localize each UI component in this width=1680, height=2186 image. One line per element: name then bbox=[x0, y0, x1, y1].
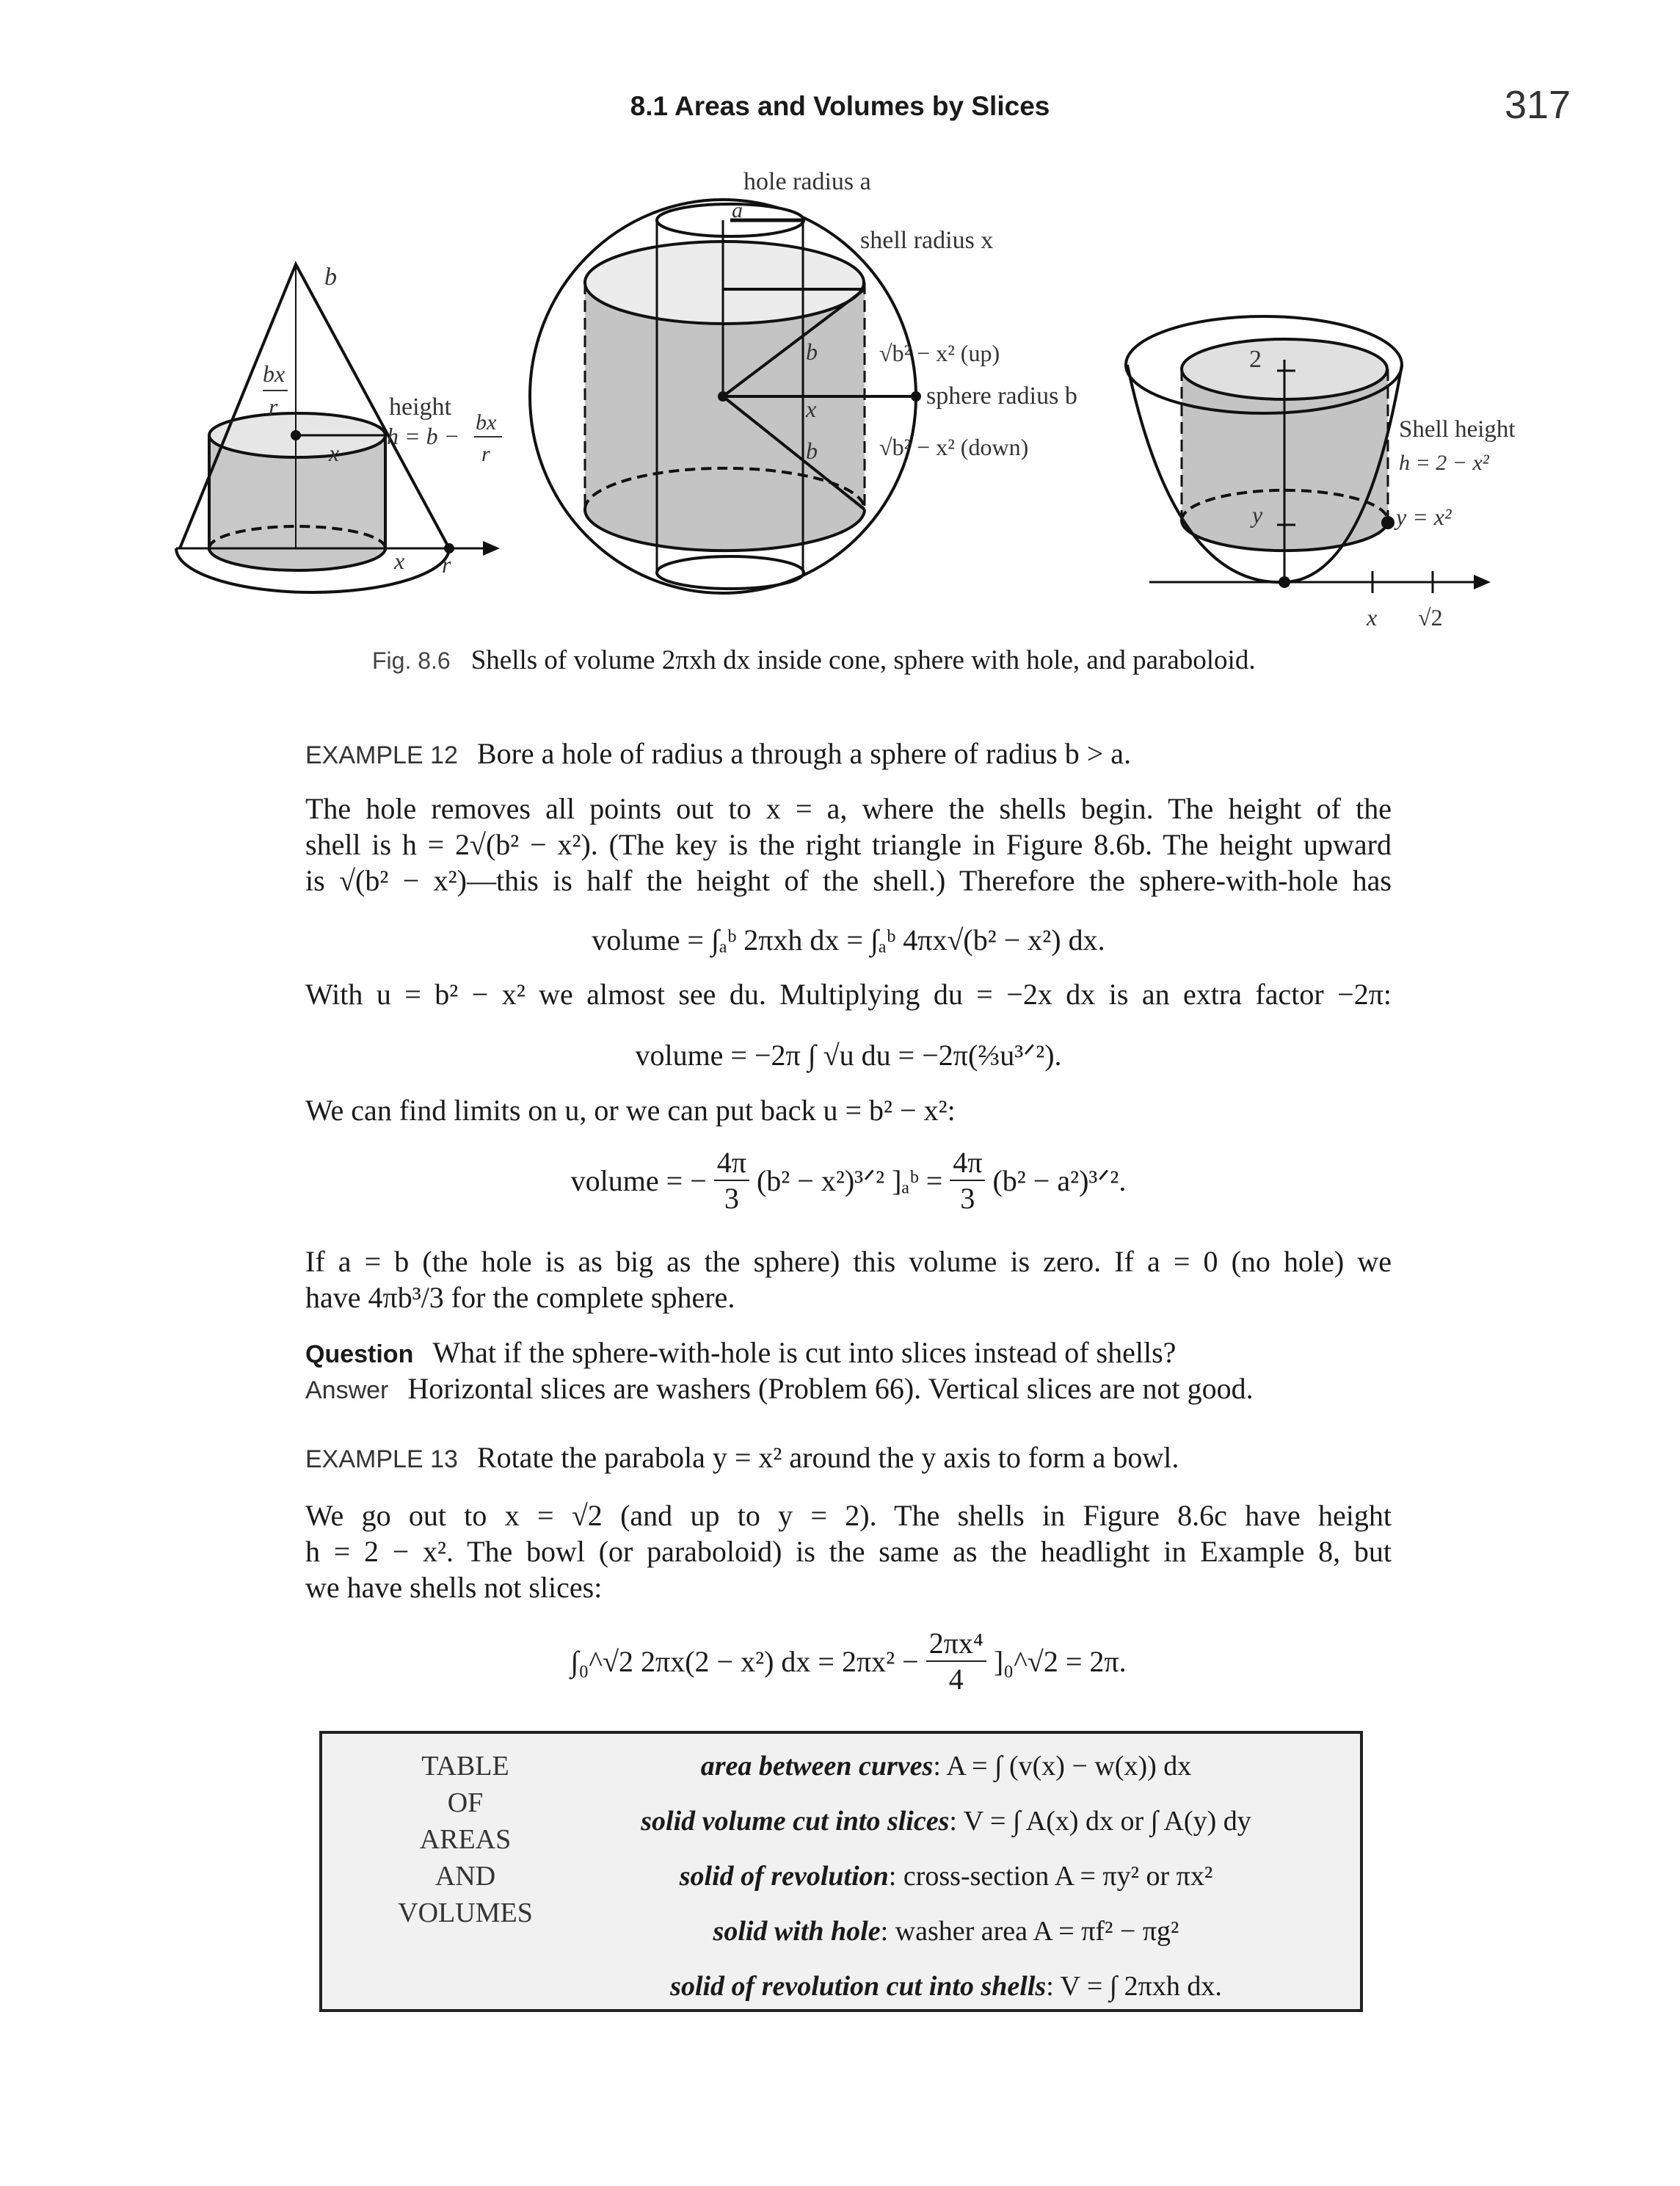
bowl-two-label: 2 bbox=[1249, 346, 1262, 373]
table-row bbox=[542, 1860, 1350, 1892]
cone-axis-x-label: x bbox=[394, 548, 405, 574]
bowl-eq-den: 4 bbox=[948, 1663, 964, 1696]
sphere-diagram bbox=[530, 200, 920, 593]
question-label: Question bbox=[305, 1340, 414, 1368]
shell-height-label: Shell height bbox=[1399, 416, 1516, 443]
section-header: 8.1 Areas and Volumes by Slices bbox=[630, 91, 1050, 121]
table-row bbox=[542, 1750, 1350, 1782]
bowl-eq-fraction bbox=[926, 1626, 986, 1696]
cone-axis-r-label: r bbox=[442, 551, 451, 578]
example13-statement: Rotate the parabola y = x² around the y axis to form a bowl. bbox=[476, 1441, 1179, 1474]
example13-line: h = 2 − x². The bowl (or paraboloid) is the same as the headlight in Example 8, but bbox=[305, 1535, 1392, 1568]
hole-a-label: a bbox=[732, 198, 743, 222]
table-row bbox=[542, 1915, 1350, 1947]
example13-line: We go out to x = √2 (and up to y = 2). The shells in Figure 8.6c have height bbox=[305, 1499, 1392, 1532]
caption-label: Fig. 8.6 bbox=[372, 647, 451, 674]
table-title-line: TABLE bbox=[421, 1751, 509, 1782]
cone-height-frac-den: r bbox=[481, 442, 490, 466]
table-row bbox=[542, 1805, 1350, 1837]
example12-line: We can find limits on u, or we can put back u = b² − x²: bbox=[305, 1094, 956, 1127]
row-name: solid volume cut into slices bbox=[641, 1806, 950, 1837]
curve-label: y = x² bbox=[1396, 504, 1452, 530]
example12-line: is √(b² − x²)—this is half the height of the shell.) Therefore the sphere-with-hole has bbox=[305, 864, 1392, 897]
row-name: solid with hole bbox=[713, 1916, 881, 1947]
cone-radius-label: x bbox=[329, 440, 340, 466]
answer-line bbox=[305, 1371, 1392, 1406]
bowl-y-label: y bbox=[1252, 501, 1263, 528]
table-title-line: AND bbox=[434, 1861, 496, 1892]
example12-line: If a = b (the hole is as big as the sphere) this volume is zero. If a = 0 (no hole) we bbox=[305, 1245, 1392, 1278]
sphere-radius-label: sphere radius b bbox=[926, 382, 1077, 410]
cone-height-label: height bbox=[389, 393, 451, 421]
shell-radius-label: shell radius x bbox=[860, 227, 994, 254]
eq3-right: (b² − a²)³ᐟ². bbox=[992, 1163, 1127, 1197]
example12-line: The hole removes all points out to x = a, where the shells begin. The height of the bbox=[305, 792, 1392, 825]
eq3-den: 3 bbox=[724, 1182, 739, 1215]
answer-text: Horizontal slices are washers (Problem 66). Vertical slices are not good. bbox=[407, 1372, 1254, 1405]
bowl-eq-left: ∫₀^√2 2πx(2 − x²) dx = 2πx² − bbox=[570, 1644, 919, 1678]
eq3-fraction-2 bbox=[950, 1145, 985, 1216]
page-number: 317 bbox=[1505, 83, 1571, 127]
question-line bbox=[305, 1335, 1392, 1370]
figure-caption bbox=[372, 644, 1256, 676]
cone-apex-label: b bbox=[324, 264, 337, 291]
caption-text: Shells of volume 2πxh dx inside cone, sphere with hole, and paraboloid. bbox=[470, 645, 1256, 675]
bowl-eq-num: 2πx⁴ bbox=[926, 1626, 986, 1662]
example13-line: we have shells not slices: bbox=[305, 1571, 603, 1604]
example12-heading bbox=[305, 736, 1392, 771]
triangle-b-down: b bbox=[806, 437, 818, 464]
eq3-mid: (b² − x²)³ᐟ² ]ₐᵇ = bbox=[756, 1163, 943, 1197]
table-row bbox=[542, 1970, 1350, 2002]
equation-volume-1: volume = ∫ₐᵇ 2πxh dx = ∫ₐᵇ 4πx√(b² − x²) dx. bbox=[592, 923, 1105, 956]
row-name: area between curves bbox=[700, 1751, 934, 1782]
bowl-sqrt2-label: √2 bbox=[1418, 604, 1443, 631]
row-formula: : washer area A = πf² − πg² bbox=[880, 1916, 1179, 1947]
eq3-fraction bbox=[714, 1145, 749, 1216]
figure-8-6 bbox=[0, 0, 1680, 646]
table-title-line: VOLUMES bbox=[398, 1898, 533, 1928]
row-formula: : V = ∫ 2πxh dx. bbox=[1046, 1971, 1222, 2002]
example12-line: With u = b² − x² we almost see du. Multiplying du = −2x dx is an extra factor −2π: bbox=[305, 978, 1392, 1011]
eq3-num: 4π bbox=[714, 1145, 749, 1181]
table-title-line: AREAS bbox=[419, 1824, 512, 1855]
example12-line: shell is h = 2√(b² − x²). (The key is the right triangle in Figure 8.6b. The height upward bbox=[305, 828, 1392, 861]
row-name: solid of revolution cut into shells bbox=[670, 1971, 1047, 2002]
example12-label: EXAMPLE 12 bbox=[305, 741, 458, 769]
sqrt-up-label: √b² − x² (up) bbox=[879, 340, 1000, 366]
areas-volumes-table bbox=[319, 1731, 1363, 2012]
example13-heading bbox=[305, 1440, 1392, 1475]
triangle-x: x bbox=[806, 396, 817, 422]
table-title-line: OF bbox=[447, 1787, 484, 1818]
eq3-left: volume = − bbox=[570, 1163, 707, 1197]
row-formula: : V = ∫ A(x) dx or ∫ A(y) dy bbox=[949, 1806, 1251, 1837]
cone-height-frac-num: bx bbox=[476, 410, 497, 435]
answer-label: Answer bbox=[305, 1376, 389, 1404]
row-formula: : A = ∫ (v(x) − w(x)) dx bbox=[933, 1751, 1192, 1782]
row-formula: : cross-section A = πy² or πx² bbox=[888, 1861, 1213, 1892]
equation-bowl bbox=[305, 1626, 1392, 1696]
cone-slope-num: bx bbox=[263, 360, 286, 387]
row-name: solid of revolution bbox=[679, 1861, 889, 1892]
equation-volume-2: volume = −2π ∫ √u du = −2π(⅔u³ᐟ²). bbox=[635, 1039, 1062, 1072]
shell-height-eq: h = 2 − x² bbox=[1399, 451, 1489, 475]
equation-volume-3 bbox=[305, 1145, 1392, 1216]
question-text: What if the sphere-with-hole is cut into slices instead of shells? bbox=[432, 1336, 1177, 1369]
cone-height-eq: h = b − bbox=[387, 423, 460, 449]
eq3-den2: 3 bbox=[960, 1182, 975, 1215]
example12-statement: Bore a hole of radius a through a sphere of radius b > a. bbox=[476, 737, 1132, 770]
triangle-b-up: b bbox=[806, 338, 818, 365]
eq3-num2: 4π bbox=[950, 1145, 985, 1181]
hole-radius-label: hole radius a bbox=[743, 168, 871, 195]
example13-label: EXAMPLE 13 bbox=[305, 1445, 458, 1473]
cone-slope-den: r bbox=[269, 393, 278, 420]
bowl-x-label: x bbox=[1367, 604, 1378, 631]
example12-line: have 4πb³/3 for the complete sphere. bbox=[305, 1281, 735, 1314]
sqrt-down-label: √b² − x² (down) bbox=[879, 434, 1029, 460]
bowl-eq-right: ]₀^√2 = 2π. bbox=[993, 1644, 1127, 1678]
